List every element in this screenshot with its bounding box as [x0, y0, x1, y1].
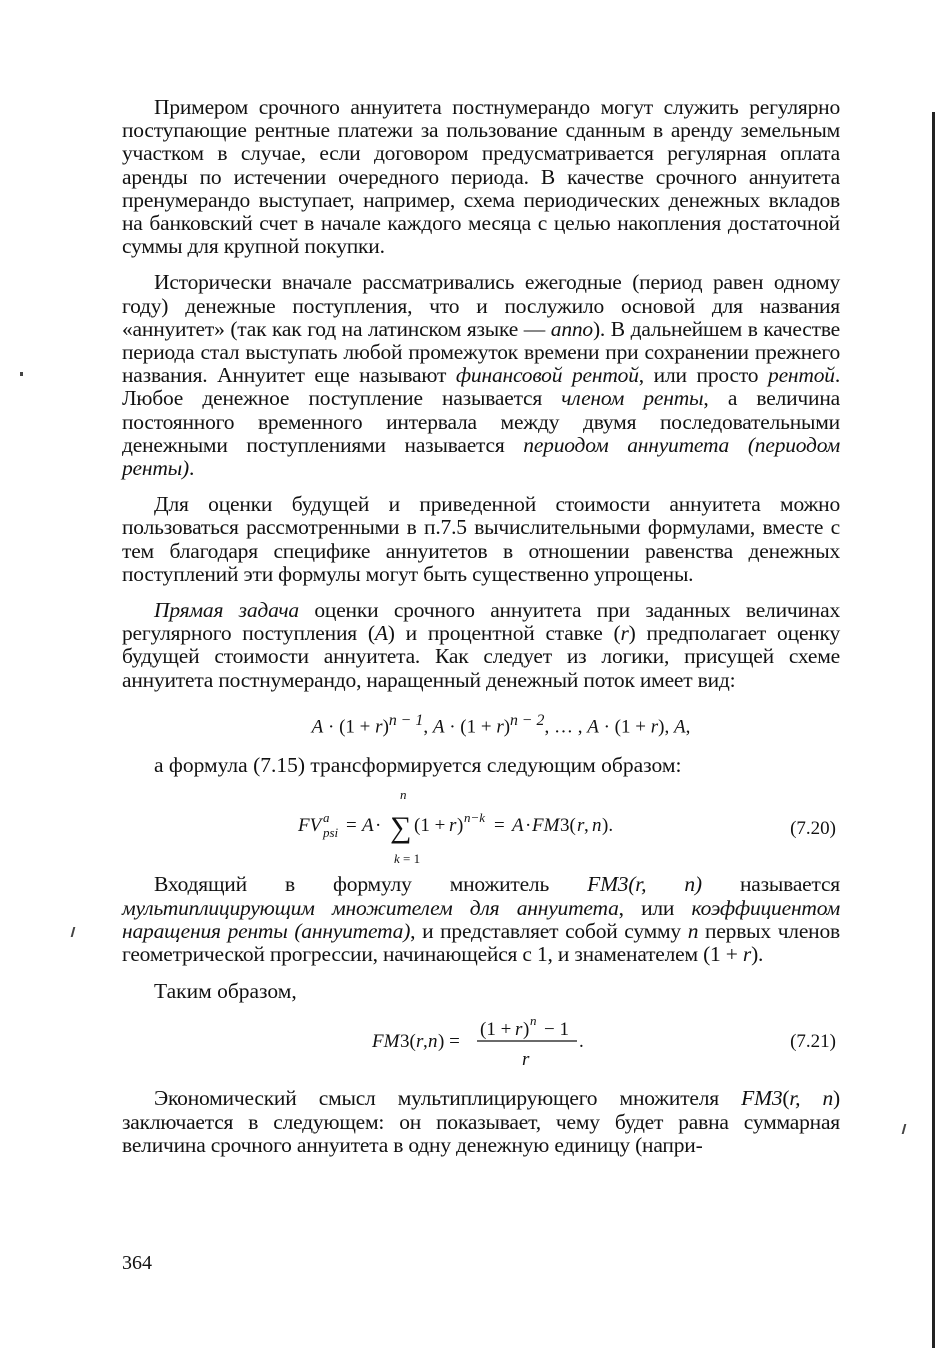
paragraph-1: Примером срочного аннуитета постнумерандо могут служить регулярно поступающие рентные платежи за пользование сданным в аренду земельным участком в случае, если договором предусматривается регулярная оплата аренды по истечении очередного периода. В качестве срочного аннуитета пренумерандо выступает, например, схема периодических денежных вкладов на банковский счет в начале каждого месяца с целью накопления достаточной суммы для крупной покупки.	[122, 95, 840, 259]
svg-text:=: =	[494, 815, 505, 837]
thus-text: Таким образом,	[154, 979, 297, 1004]
svg-text:− 1: − 1	[544, 1019, 569, 1041]
svg-text:n: n	[400, 787, 407, 803]
equation-number-7-20: (7.20)	[790, 818, 836, 840]
scan-mark	[902, 1124, 907, 1134]
svg-text:).: ).	[602, 815, 614, 837]
svg-text:(1 +: (1 +	[414, 815, 446, 837]
svg-text:,: ,	[423, 1031, 428, 1053]
svg-text:FM: FM	[372, 1031, 400, 1053]
paragraph-6: Экономический смысл мультиплицирующего множителя FM3(r, n) заключается в следующем: он показывает, чему будет равна суммарная величина срочного аннуитета в одну денежную единицу (напри-	[122, 1086, 840, 1157]
svg-text:·: ·	[525, 815, 532, 837]
svg-text:): )	[523, 1019, 530, 1041]
equation-7-21	[122, 1009, 840, 1073]
scan-mark	[20, 372, 23, 376]
svg-text:FV: FV	[298, 815, 322, 837]
transition-text: а формула (7.15) трансформируется следующим образом:	[154, 753, 682, 778]
svg-text:r: r	[522, 1049, 530, 1071]
svg-text:psi: psi	[323, 825, 339, 841]
svg-text:A: A	[362, 815, 374, 837]
paragraph-3: Для оценки будущей и приведенной стоимости аннуитета можно пользоваться рассмотренными в п.7.5 вычислительными формулами, вместе с тем благодаря специфике аннуитетов в отношении равенства денежных поступлений эти формулы могут быть существенно упрощены.	[122, 492, 840, 586]
scan-mark	[71, 927, 76, 937]
svg-text:n: n	[530, 1013, 537, 1029]
svg-text:n−k: n−k	[464, 810, 486, 826]
svg-text:r: r	[515, 1019, 523, 1041]
svg-text:) =: ) =	[438, 1031, 460, 1053]
svg-text:.: .	[579, 1031, 584, 1053]
page-number: 364	[122, 1252, 152, 1274]
equation-7-20-graphic	[122, 785, 840, 865]
page-body	[122, 96, 840, 1157]
equation-7-20	[122, 785, 840, 865]
svg-text:n: n	[592, 815, 602, 837]
svg-text:r: r	[416, 1031, 424, 1053]
equation-7-21-graphic	[122, 1009, 840, 1073]
svg-text:a: a	[323, 810, 330, 826]
svg-text:,: ,	[584, 815, 589, 837]
cash-flow-formula: $A \cdot (1 + r)^{n - 1}$, $A \cdot (1 + r)^{n - 2}$, … , A · (1 + r), A,	[311, 711, 691, 738]
svg-text:k: k	[394, 851, 400, 866]
svg-text:3(: 3(	[560, 815, 576, 837]
svg-text:(1 +: (1 +	[480, 1019, 512, 1041]
svg-text:=: =	[346, 815, 357, 837]
svg-text:FM: FM	[532, 815, 560, 837]
svg-text:·: ·	[375, 815, 382, 837]
paragraph-4: Прямая задача оценки срочного аннуитета при заданных величинах регулярного поступления (A) и процентной ставке (r) предполагает оценку будущей стоимости аннуитета. Как следует из логики, присущей схеме аннуитета постнумерандо, наращенный денежный поток имеет вид:	[122, 598, 841, 692]
svg-text:n: n	[428, 1031, 438, 1053]
svg-text:A: A	[512, 815, 524, 837]
svg-text:3(: 3(	[400, 1031, 416, 1053]
paragraph-5: Входящий в формулу множитель FM3(r, n) называется мультиплицирующим множителем для аннуитета, или коэффициентом наращения ренты (аннуитета), и представляет собой сумму n первых членов геометрической прогрессии, начинающейся с 1, и знаменателем (1 + r).	[122, 872, 840, 967]
svg-text:): )	[457, 815, 464, 837]
paragraph-2: Исторически вначале рассматривались ежегодные (период равен одному году) денежные поступления, что и послужило основой для названия «аннуитет» (так как год на латинском языке — anno). В дальнейшем в качестве периода стал выступать любой промежуток времени при сохранении прежнего названия. Аннуитет еще называют финансовой рентой, или просто рентой. Любое денежное поступление называется членом ренты, а величина постоянного временного интервала между двумя последовательными денежными поступлениями называется периодом аннуитета (периодом ренты).	[122, 270, 840, 481]
svg-text:r: r	[577, 815, 585, 837]
svg-text:r: r	[449, 815, 457, 837]
svg-text:∑: ∑	[390, 811, 412, 845]
equation-number-7-21: (7.21)	[790, 1031, 836, 1053]
svg-text:= 1: = 1	[403, 851, 421, 866]
